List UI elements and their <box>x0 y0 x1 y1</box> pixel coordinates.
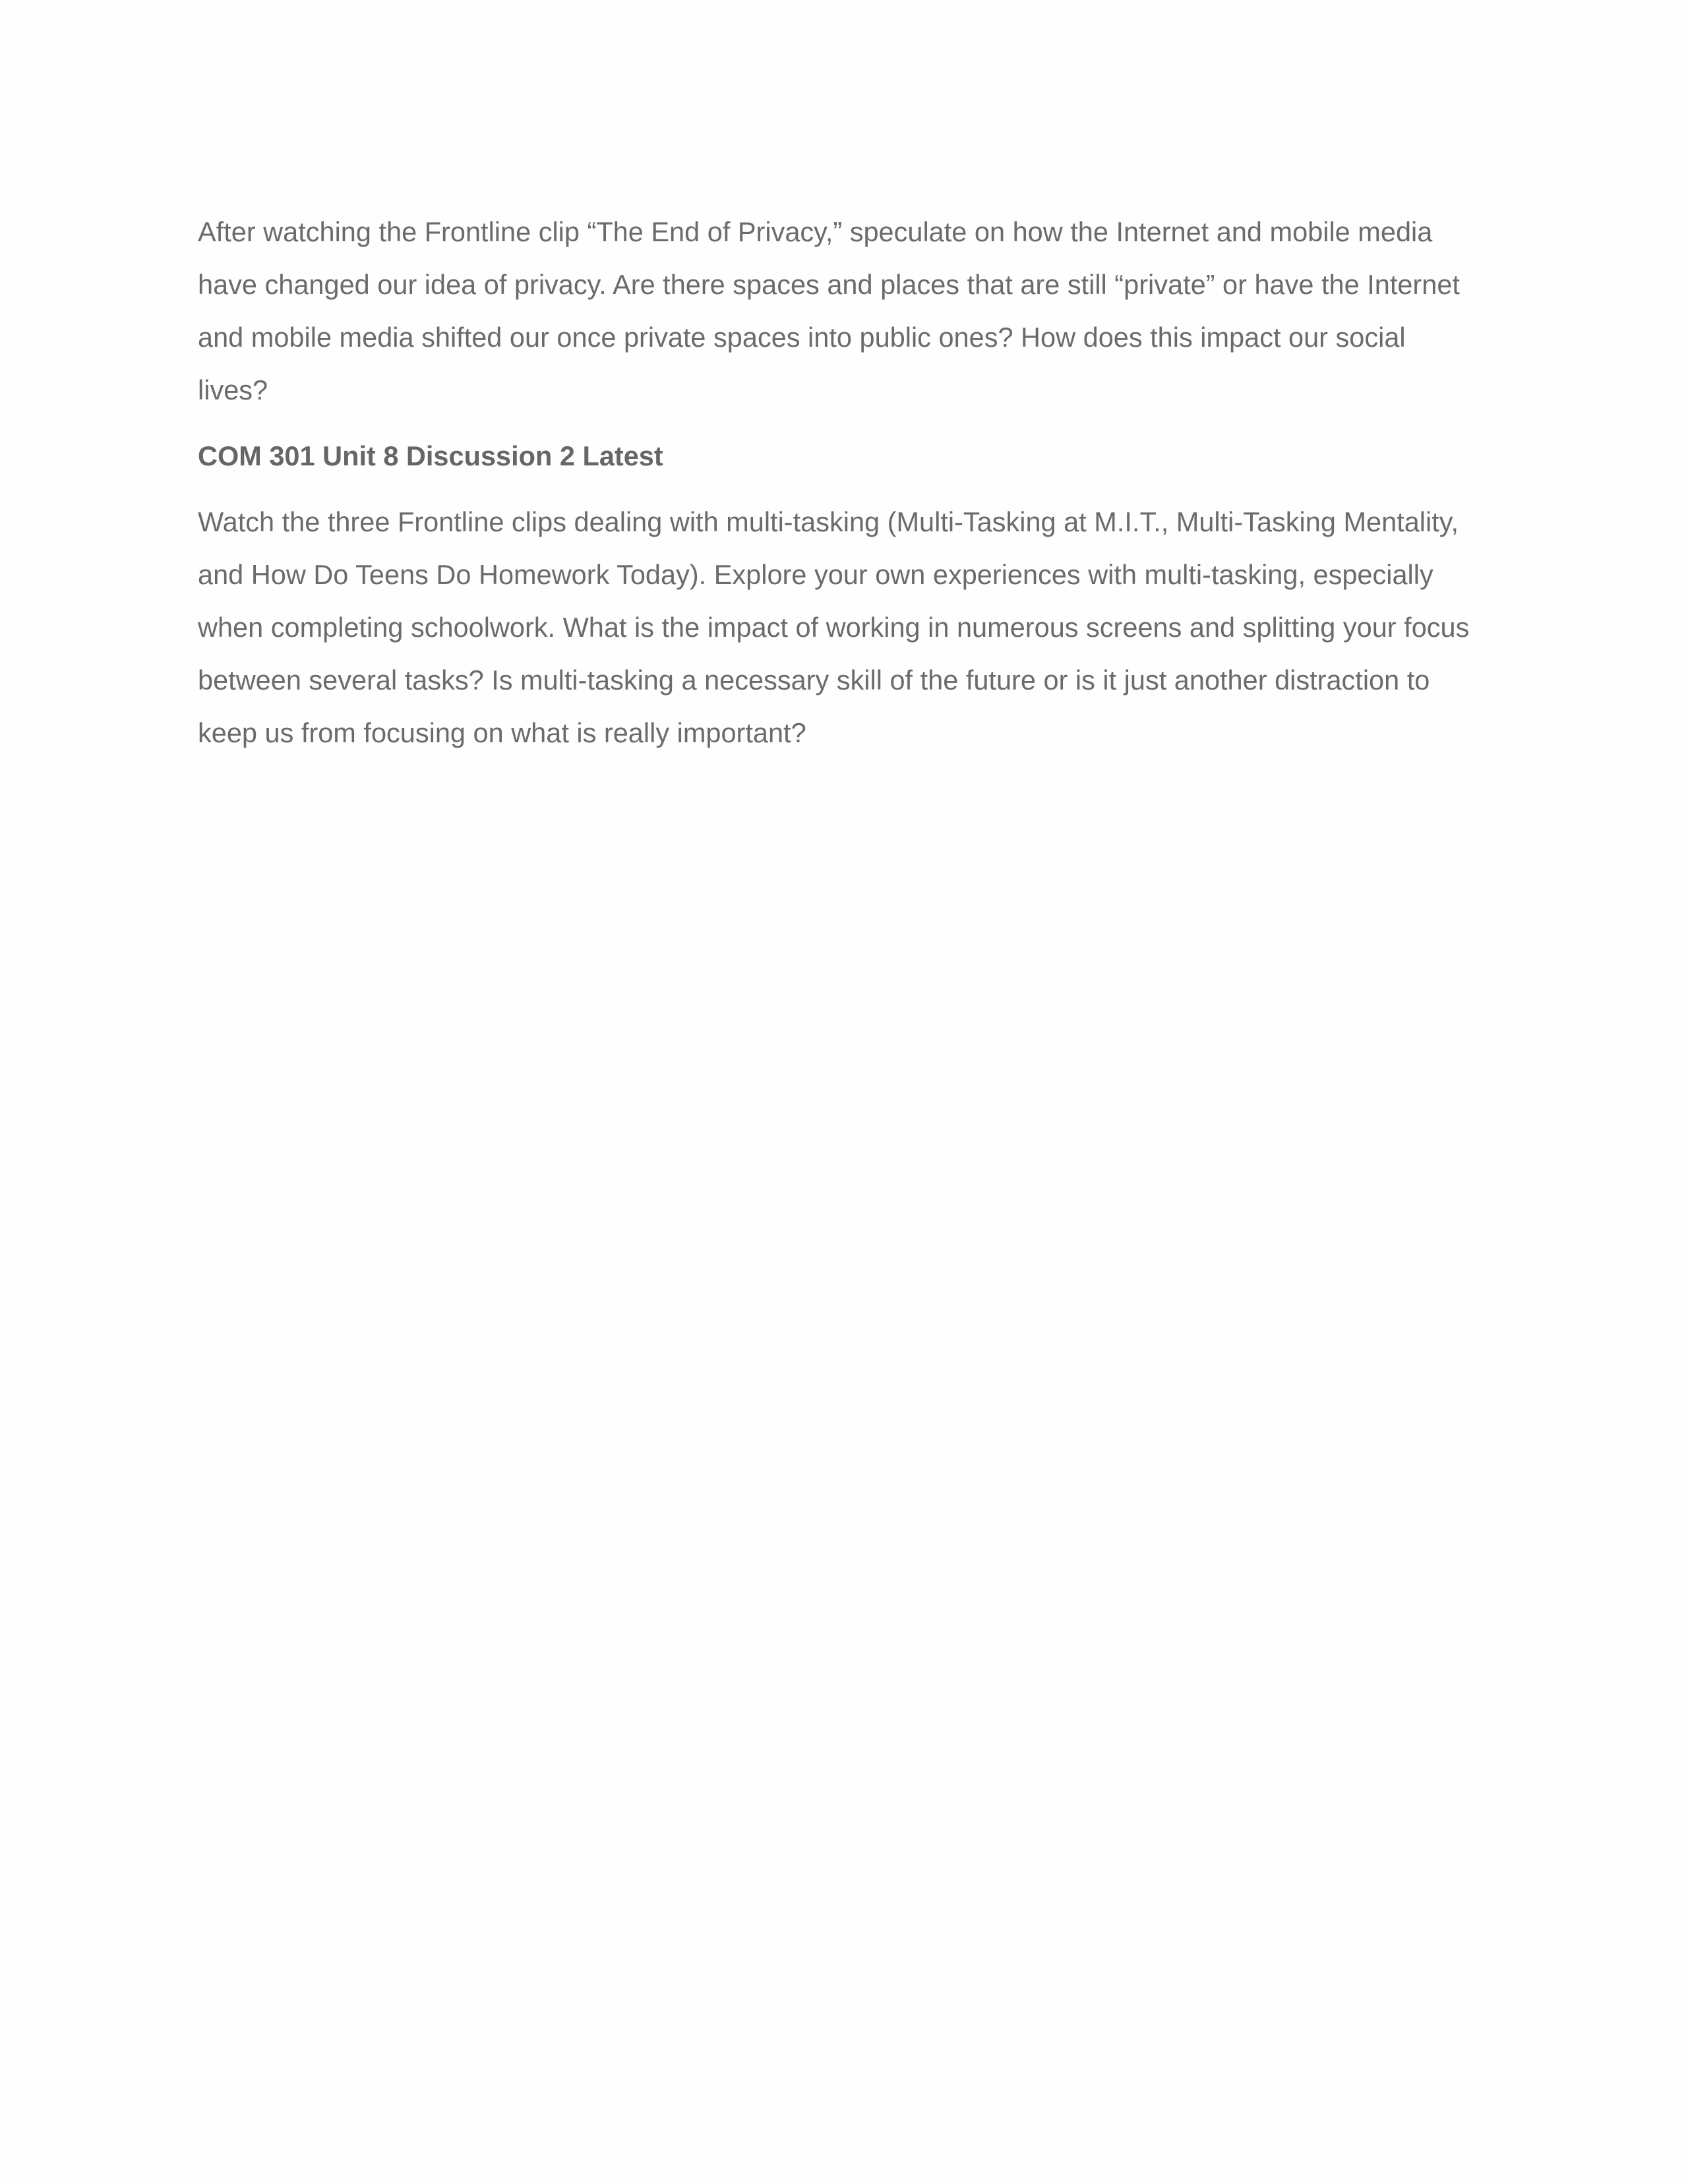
paragraph-line: Watch the three Frontline clips dealing with multi-tasking (Multi-Tasking at M.I.T., Multi-Tasking Mentality, <box>198 506 1459 537</box>
document-body <box>198 206 1503 759</box>
privacy-question-paragraph <box>198 206 1503 417</box>
paragraph-line: between several tasks? Is multi-tasking a necessary skill of the future or is it just another distraction to <box>198 664 1430 695</box>
paragraph-line: After watching the Frontline clip “The End of Privacy,” speculate on how the Internet and mobile media <box>198 216 1433 247</box>
section-heading: COM 301 Unit 8 Discussion 2 Latest <box>198 440 663 471</box>
paragraph-line: have changed our idea of privacy. Are there spaces and places that are still “private” or have the Internet <box>198 269 1460 300</box>
multitasking-question-paragraph <box>198 496 1503 759</box>
paragraph-line: and mobile media shifted our once private spaces into public ones? How does this impact our social <box>198 322 1406 353</box>
paragraph-line: lives? <box>198 374 268 405</box>
paragraph-line: keep us from focusing on what is really important? <box>198 717 806 748</box>
paragraph-line: and How Do Teens Do Homework Today). Explore your own experiences with multi-tasking, especially <box>198 559 1433 590</box>
paragraph-line: when completing schoolwork. What is the impact of working in numerous screens and splitting your focus <box>198 612 1470 643</box>
